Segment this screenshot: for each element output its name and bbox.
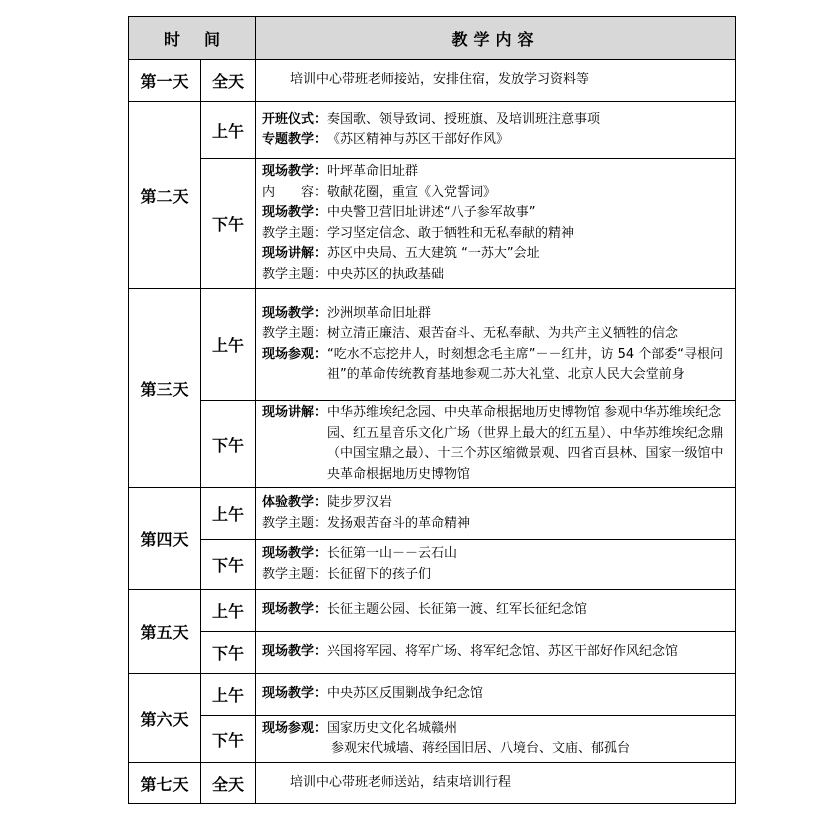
content-line [262,304,731,325]
schedule-row [129,401,736,488]
content-text: 参观宋代城墙、蒋经国旧居、八境台、文庙、郁孤台 [331,741,631,756]
content-cell [256,488,736,540]
content-label: 现场教学： [262,602,328,618]
content-label: 教学主题： [262,326,328,341]
content-label: 开班仪式： [262,111,328,127]
content-label: 现场讲解： [262,246,328,261]
content-line [262,514,731,535]
slot-label: 上午 [201,590,256,632]
schedule-row [129,102,736,159]
schedule-row [129,488,736,540]
content-label: 体验教学： [262,495,328,510]
content-label: 现场教学： [262,644,328,660]
schedule-row [129,590,736,632]
content-text: “吃水不忘挖井人，时刻想念毛主席”－－红井，访 54 个部委“寻根问 祖”的革命传统教育基地参观二苏大礼堂、北京人民大会堂前身 [327,346,724,382]
content-line [262,244,731,265]
schedule-row [129,763,736,804]
slot-label: 上午 [201,488,256,540]
slot-label: 全天 [201,763,256,804]
schedule-row [129,632,736,674]
slot-label: 上午 [201,674,256,716]
content-text: 发扬艰苦奋斗的革命精神 [327,515,471,531]
content-cell [256,674,736,716]
slot-label: 上午 [201,289,256,401]
content-line [262,324,731,345]
slot-label: 全天 [201,60,256,102]
content-label: 专题教学： [262,132,328,147]
content-label: 教学主题： [262,225,328,241]
content-text: 中央苏区的执政基础 [327,266,445,282]
content-line [262,130,731,151]
content-label: 教学主题： [262,266,328,282]
content-line [262,600,731,621]
content-cell [256,716,736,763]
content-cell [256,102,736,159]
content-cell [256,632,736,674]
content-text: 叶坪革命旧址群 [327,164,419,179]
day-label: 第三天 [129,289,201,488]
content-text: 敬献花圈，重宣《入党誓词》 [327,184,497,200]
content-label: 现场讲解： [262,405,328,420]
header-row [129,17,736,60]
content-cell: 培训中心带班老师接站，安排住宿，发放学习资料等 [256,60,736,102]
content-line [262,183,731,204]
content-line [262,684,731,705]
schedule-row [129,289,736,401]
content-text: 长征主题公园、长征第一渡、红军长征纪念馆 [327,602,588,618]
content-text: 学习坚定信念、敢于牺牲和无私奉献的精神 [327,225,575,241]
content-line [262,493,731,514]
content-text: 中央苏区反围剿战争纪念馆 [327,686,484,702]
schedule-row [129,716,736,763]
day-label: 第五天 [129,590,201,674]
content-label: 现场参观： [262,346,328,362]
schedule-table [128,16,736,804]
content-cell [256,590,736,632]
content-label: 内 容： [262,184,328,200]
slot-label: 下午 [201,632,256,674]
content-text: 《苏区精神与苏区干部好作风》 [327,132,510,147]
content-text: 长征留下的孩子们 [327,566,432,582]
content-text: 国家历史文化名城赣州 [327,720,458,736]
content-line [262,203,731,224]
schedule-row [129,674,736,716]
content-text: 中央警卫营旧址讲述“八子参军故事” [327,205,536,220]
content-text: 沙洲坝革命旧址群 [327,305,432,321]
content-text: 中华苏维埃纪念园、中央革命根据地历史博物馆 参观中华苏维埃纪念园、红五星音乐文化广场（世界上最大的红五星）、中华苏维埃纪念鼎（中国宝鼎之最）、十三个苏区缩微景观、四省百县林、国家一级馆中央革命根据地历史博物馆 [327,405,724,482]
content-line [262,110,731,131]
content-label: 现场教学： [262,164,328,179]
content-text: 长征第一山－－云石山 [327,546,458,561]
slot-label: 下午 [201,159,256,289]
content-cell [256,540,736,590]
day-label: 第二天 [129,102,201,289]
content-label: 现场教学： [262,546,328,561]
content-label: 现场教学： [262,305,328,321]
slot-label: 下午 [201,716,256,763]
slot-label: 上午 [201,102,256,159]
content-line [262,403,731,485]
content-line [262,565,731,586]
content-line [262,224,731,245]
day-label: 第四天 [129,488,201,590]
content-label: 教学主题： [262,515,328,531]
schedule-row [129,159,736,289]
day-label: 第六天 [129,674,201,763]
content-line [262,544,731,565]
content-line [262,162,731,183]
content-text: 树立清正廉洁、艰苦奋斗、无私奉献、为共产主义牺牲的信念 [327,326,679,341]
content-cell [256,289,736,401]
content-text: 兴国将军园、将军广场、将军纪念馆、苏区干部好作风纪念馆 [327,644,679,660]
content-line [262,739,731,760]
slot-label: 下午 [201,540,256,590]
header-content: 教学内容 [256,17,736,60]
content-line [262,345,731,386]
day-label: 第一天 [129,60,201,102]
day-label: 第七天 [129,763,201,804]
content-text: 苏区中央局、五大建筑 “一苏大”会址 [327,246,540,261]
content-line [262,719,731,740]
schedule-row [129,540,736,590]
schedule-body [129,17,736,804]
schedule-row [129,60,736,102]
slot-label: 下午 [201,401,256,488]
content-text: 陡步罗汉岩 [327,495,393,510]
header-time: 时间 [129,17,256,60]
content-text: 奏国歌、领导致词、授班旗、及培训班注意事项 [327,111,601,127]
content-line [262,265,731,286]
content-cell: 培训中心带班老师送站，结束培训行程 [256,763,736,804]
content-cell [256,159,736,289]
content-label: 现场参观： [262,720,328,736]
content-label: 现场教学： [262,686,328,702]
content-line [262,642,731,663]
content-cell [256,401,736,488]
content-label: 教学主题： [262,566,328,582]
content-label: 现场教学： [262,205,328,220]
